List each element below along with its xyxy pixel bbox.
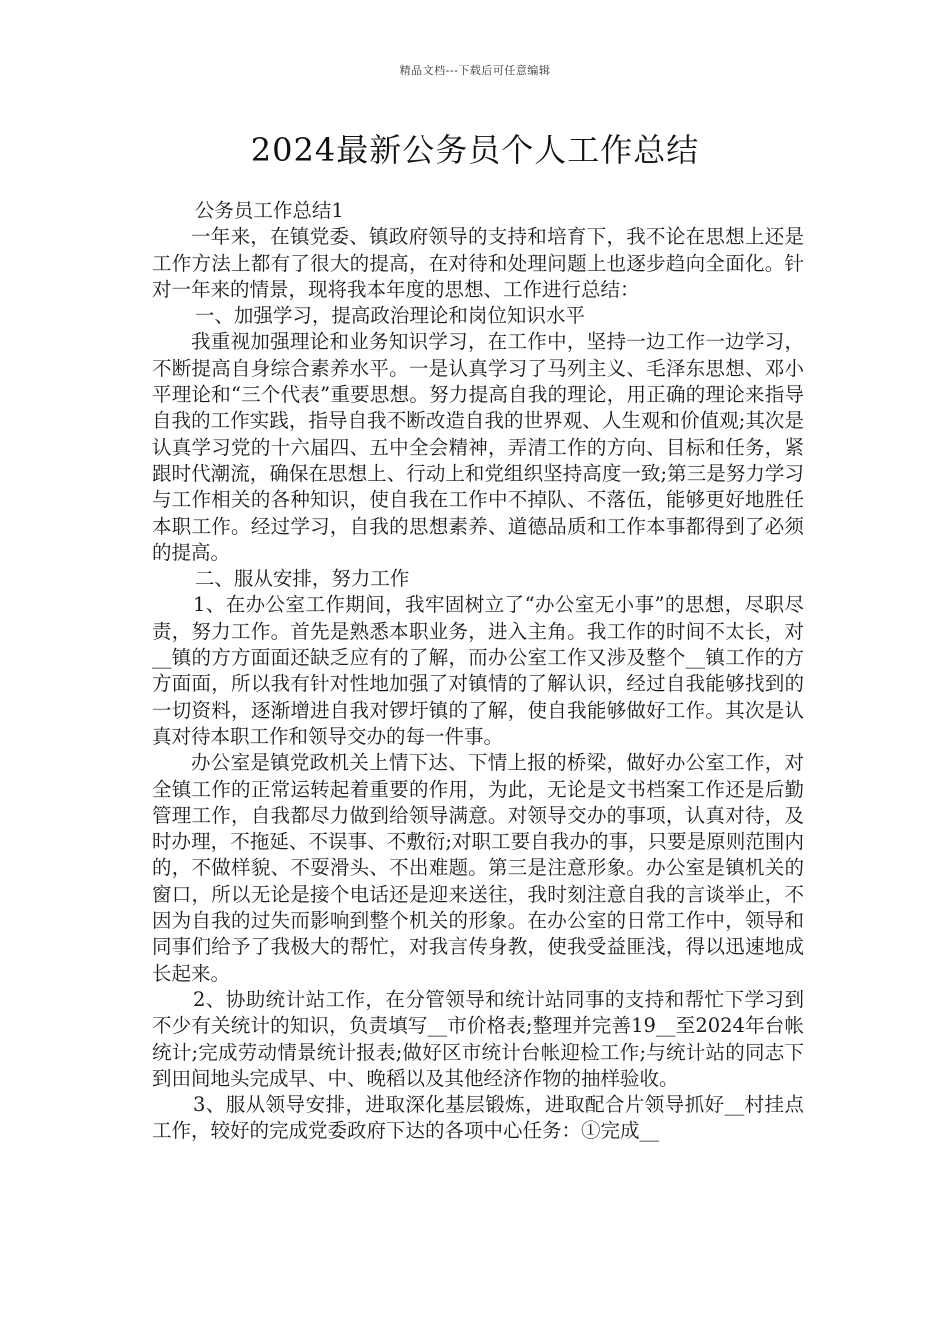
document-body	[152, 198, 804, 1145]
document-title: 2024最新公务员个人工作总结	[250, 131, 700, 169]
section-heading-summary-1: 公务员工作总结1	[194, 199, 344, 222]
paragraph-intro: 一年来，在镇党委、镇政府领导的支持和培育下，我不论在思想上还是工作方法上都有了很大的提高，在对待和处理问题上也逐步趋向全面化。针对一年来的情景，现将我本年度的思想、工作进行总结：	[152, 225, 804, 301]
section-heading-obey: 二、服从安排，努力工作	[194, 567, 410, 591]
page-header: 精品文档---下载后可任意编辑	[399, 64, 551, 77]
paragraph-item-2: 2、协助统计站工作，在分管领导和统计站同事的支持和帮忙下学习到不少有关统计的知识，负责填写__市价格表;整理并完善19__至2024年台帐统计;完成劳动情景统计报表;做好区市统计台帐迎检工作;与统计站的同志下到田间地头完成早、中、晚稻以及其他经济作物的抽样验收。	[152, 987, 804, 1090]
paragraph-item-3: 3、服从领导安排，进取深化基层锻炼，进取配合片领导抓好__村挂点工作，较好的完成党委政府下达的各项中心任务：①完成__	[152, 1093, 804, 1143]
paragraph-item-1: 1、在办公室工作期间，我牢固树立了“办公室无小事”的思想，尽职尽责，努力工作。首先是熟悉本职业务，进入主角。我工作的时间不太长，对__镇的方方面面还缺乏应有的了解，而办公室工作又涉及整个__镇工作的方方面面，所以我有针对性地加强了对镇情的了解认识，经过自我能够找到的一切资料，逐渐增进自我对锣圩镇的了解，使自我能够做好工作。其次是认真对待本职工作和领导交办的每一件事。	[152, 593, 804, 748]
section-heading-study: 一、加强学习，提高政治理论和岗位知识水平	[194, 304, 585, 328]
paragraph-study: 我重视加强理论和业务知识学习，在工作中，坚持一边工作一边学习，不断提高自身综合素养水平。一是认真学习了马列主义、毛泽东思想、邓小平理论和“三个代表”重要思想。努力提高自我的理论，用正确的理论来指导自我的工作实践，指导自我不断改造自我的世界观、人生观和价值观;其次是认真学习党的十六届四、五中全会精神，弄清工作的方向、目标和任务，紧跟时代潮流，确保在思想上、行动上和党组织坚持高度一致;第三是努力学习与工作相关的各种知识，使自我在工作中不掉队、不落伍，能够更好地胜任本职工作。经过学习，自我的思想素养、道德品质和工作本事都得到了必须的提高。	[152, 330, 804, 564]
paragraph-office: 办公室是镇党政机关上情下达、下情上报的桥梁，做好办公室工作，对全镇工作的正常运转起着重要的作用，为此，无论是文书档案工作还是后勤管理工作，自我都尽力做到给领导满意。对领导交办的事项，认真对待，及时办理，不拖延、不误事、不敷衍;对职工要自我办的事，只要是原则范围内的，不做样貌、不耍滑头、不出难题。第三是注意形象。办公室是镇机关的窗口，所以无论是接个电话还是迎来送往，我时刻注意自我的言谈举止，不因为自我的过失而影响到整个机关的形象。在办公室的日常工作中，领导和同事们给予了我极大的帮忙，对我言传身教，使我受益匪浅，得以迅速地成长起来。	[152, 751, 804, 985]
